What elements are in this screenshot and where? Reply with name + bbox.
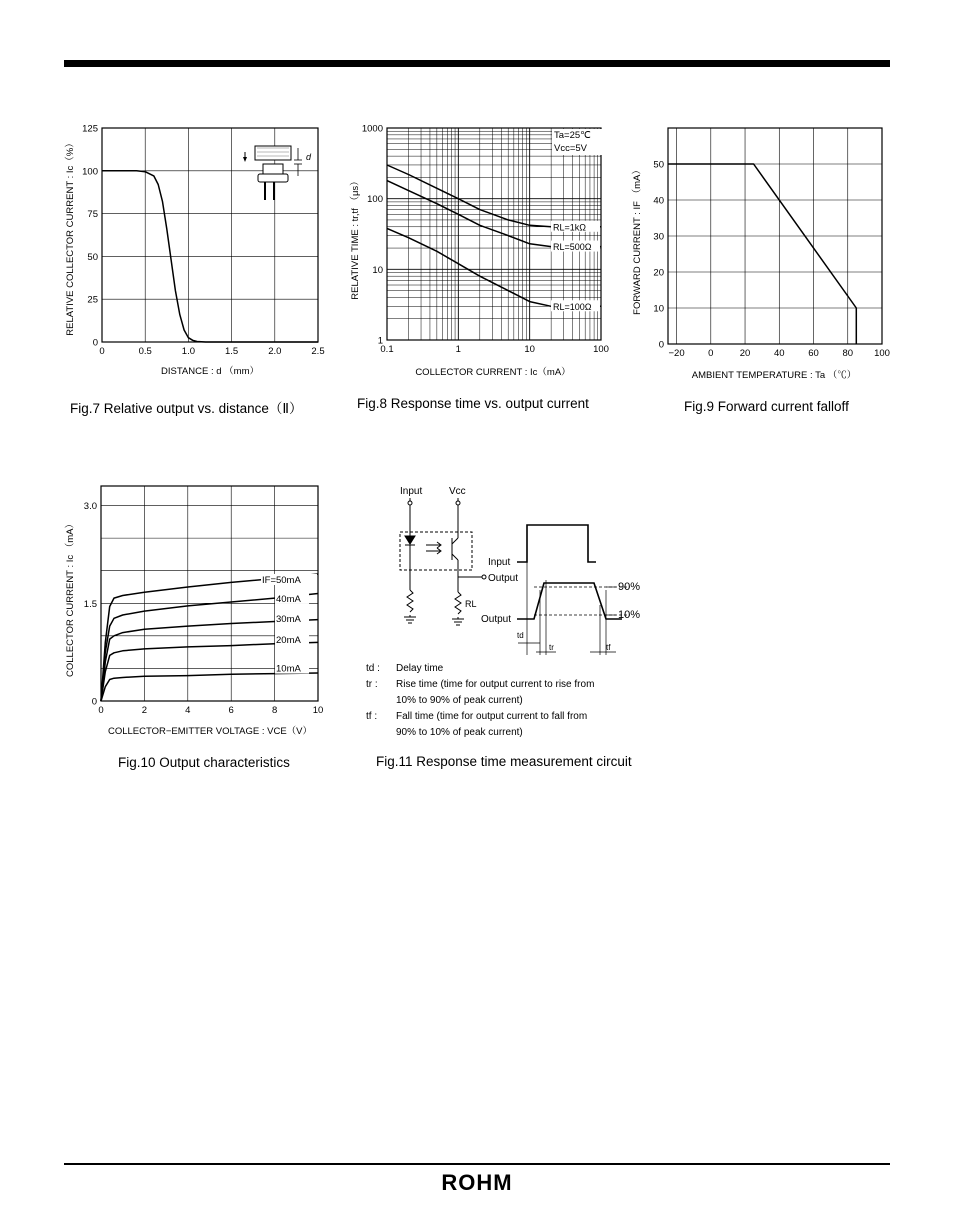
fig11-output-terminal-label: Output bbox=[488, 573, 519, 584]
fig9-x-tick-label: 20 bbox=[739, 348, 751, 359]
fig8-x-axis-label: COLLECTOR CURRENT : Ic（mA） bbox=[415, 367, 571, 378]
fig10-x-tick-label: 6 bbox=[228, 705, 234, 716]
fig8-series-line-1 bbox=[387, 181, 601, 247]
fig10-caption: Fig.10 Output characteristics bbox=[118, 755, 290, 770]
fig7-relative-output-vs-distance-chart bbox=[60, 118, 330, 383]
fig8-series-label-2: RL=100Ω bbox=[553, 301, 592, 312]
fig7-x-tick-label: 1.5 bbox=[224, 346, 239, 357]
fig10-series-line-2 bbox=[101, 620, 318, 701]
fig10-x-tick-label: 2 bbox=[141, 705, 148, 716]
fig7-inset-d-label: d bbox=[306, 152, 312, 162]
fig7-y-tick-label: 50 bbox=[87, 251, 98, 263]
fig11-vcc-label: Vcc bbox=[449, 486, 466, 497]
fig11-response-time-circuit-diagram bbox=[360, 480, 660, 742]
fig10-series-line-4 bbox=[101, 673, 318, 701]
fig9-y-tick-label: 0 bbox=[658, 339, 664, 351]
fig7-y-tick-label: 0 bbox=[92, 337, 98, 349]
fig10-series-label-1: 40mA bbox=[276, 593, 301, 605]
fig11-legend bbox=[366, 663, 594, 738]
fig10-x-tick-label: 10 bbox=[312, 705, 324, 716]
fig9-y-tick-label: 10 bbox=[653, 303, 664, 315]
fig11-tr-label: tr bbox=[549, 643, 554, 652]
fig10-y-tick-label: 3.0 bbox=[83, 501, 97, 513]
fig8-series-line-2 bbox=[387, 228, 601, 306]
fig11-90pct-label: 90% bbox=[618, 581, 641, 593]
fig8-note-vcc: Vcc=5V bbox=[554, 143, 588, 154]
fig7-x-tick-label: 1.0 bbox=[181, 346, 196, 357]
fig9-x-tick-label: 100 bbox=[874, 348, 890, 359]
fig9-y-axis-label: FORWARD CURRENT : IF （mA） bbox=[632, 165, 643, 315]
fig8-series-label-1: RL=500Ω bbox=[553, 242, 592, 253]
fig7-x-tick-label: 2.5 bbox=[311, 346, 325, 357]
fig11-legend-sym-3: tf : bbox=[366, 711, 378, 722]
fig9-series-line-0 bbox=[668, 164, 856, 344]
fig8-series-label-0: RL=1kΩ bbox=[553, 222, 586, 233]
bottom-rule bbox=[64, 1163, 890, 1165]
fig11-legend-text-3: Fall time (time for output current to fall from bbox=[396, 711, 588, 722]
fig11-td-label: td bbox=[517, 631, 524, 640]
fig8-response-time-vs-current-chart bbox=[345, 118, 615, 383]
fig7-y-tick-label: 75 bbox=[87, 209, 98, 221]
fig8-y-tick-label: 100 bbox=[367, 194, 383, 206]
fig7-distance-inset-diagram bbox=[243, 146, 312, 200]
fig11-legend-sym-1: tr : bbox=[366, 679, 378, 690]
fig9-x-tick-label: 80 bbox=[842, 348, 854, 359]
fig10-x-tick-label: 0 bbox=[98, 705, 104, 716]
fig10-y-tick-label: 0 bbox=[91, 696, 97, 708]
fig11-rl-label: RL bbox=[465, 599, 477, 609]
fig11-input-terminal-label: Input bbox=[400, 486, 423, 497]
fig10-series-label-2: 30mA bbox=[276, 614, 301, 626]
fig7-x-axis-label: DISTANCE : d （mm） bbox=[161, 366, 259, 377]
fig8-note-ta: Ta=25℃ bbox=[554, 130, 591, 141]
fig9-y-tick-label: 30 bbox=[653, 231, 664, 243]
fig10-y-axis-label: COLLECTOR CURRENT : Ic （mA） bbox=[65, 518, 76, 678]
fig10-x-axis-label: COLLECTOR−EMITTER VOLTAGE : VCE（V） bbox=[107, 726, 313, 737]
fig9-x-tick-label: 0 bbox=[708, 348, 714, 359]
fig8-y-tick-label: 10 bbox=[372, 264, 383, 276]
fig10-series-label-4: 10mA bbox=[276, 663, 301, 675]
fig11-caption: Fig.11 Response time measurement circuit bbox=[376, 754, 632, 769]
fig10-y-tick-label: 1.5 bbox=[83, 598, 97, 610]
fig11-tf-label: tf bbox=[606, 643, 611, 652]
fig7-y-axis-label: RELATIVE COLLECTOR CURRENT : Ic（%） bbox=[65, 138, 76, 336]
fig8-x-tick-label: 1 bbox=[455, 344, 461, 355]
fig7-caption: Fig.7 Relative output vs. distance（Ⅱ） bbox=[70, 401, 303, 416]
fig8-y-tick-label: 1 bbox=[377, 335, 383, 347]
fig8-y-tick-label: 1000 bbox=[361, 123, 383, 135]
fig11-legend-text-2: 10% to 90% of peak current) bbox=[396, 695, 523, 706]
fig11-waveform-output-label: Output bbox=[481, 614, 512, 625]
fig11-10pct-label: 10% bbox=[618, 609, 641, 621]
fig11-legend-text-0: Delay time bbox=[396, 663, 444, 674]
fig7-x-tick-label: 0.5 bbox=[138, 346, 152, 357]
fig11-waveform-input-label: Input bbox=[488, 557, 511, 568]
rohm-logo bbox=[432, 1171, 522, 1193]
fig11-legend-text-4: 90% to 10% of peak current) bbox=[396, 727, 523, 738]
fig9-x-axis-label: AMBIENT TEMPERATURE : Ta （℃） bbox=[691, 370, 857, 381]
fig10-series-line-1 bbox=[101, 594, 318, 702]
fig9-y-tick-label: 50 bbox=[653, 159, 664, 171]
fig9-grid bbox=[668, 128, 882, 344]
fig9-caption: Fig.9 Forward current falloff bbox=[684, 399, 849, 414]
fig8-caption: Fig.8 Response time vs. output current bbox=[357, 396, 589, 411]
fig9-y-tick-label: 40 bbox=[653, 195, 664, 207]
fig11-legend-text-1: Rise time (time for output current to rise from bbox=[396, 679, 595, 690]
fig9-x-tick-label: −20 bbox=[668, 348, 685, 359]
fig10-series-label-0: IF=50mA bbox=[262, 574, 301, 586]
fig8-x-tick-label: 100 bbox=[593, 344, 609, 355]
fig7-y-tick-label: 25 bbox=[87, 294, 98, 306]
fig9-x-tick-label: 60 bbox=[808, 348, 819, 359]
fig10-series-label-3: 20mA bbox=[276, 634, 301, 646]
fig8-y-axis-label: RELATIVE TIME : tr,tf （μs） bbox=[350, 176, 361, 300]
fig7-x-tick-label: 2.0 bbox=[268, 346, 282, 357]
fig8-x-tick-label: 0.1 bbox=[380, 344, 394, 355]
fig9-y-tick-label: 20 bbox=[653, 267, 664, 279]
fig7-x-tick-label: 0 bbox=[99, 346, 105, 357]
fig9-x-tick-label: 40 bbox=[773, 348, 785, 359]
fig7-y-tick-label: 125 bbox=[82, 123, 98, 135]
fig9-forward-current-falloff-chart bbox=[626, 118, 898, 383]
top-rule bbox=[64, 60, 890, 67]
fig11-legend-sym-0: td : bbox=[366, 663, 380, 674]
fig10-output-characteristics-chart bbox=[60, 480, 335, 742]
rohm-logo-text: ROHM bbox=[441, 1171, 513, 1193]
fig8-x-tick-label: 10 bbox=[524, 344, 535, 355]
fig7-y-tick-label: 100 bbox=[82, 166, 98, 178]
fig10-x-tick-label: 8 bbox=[271, 705, 278, 716]
fig10-x-tick-label: 4 bbox=[185, 705, 191, 716]
